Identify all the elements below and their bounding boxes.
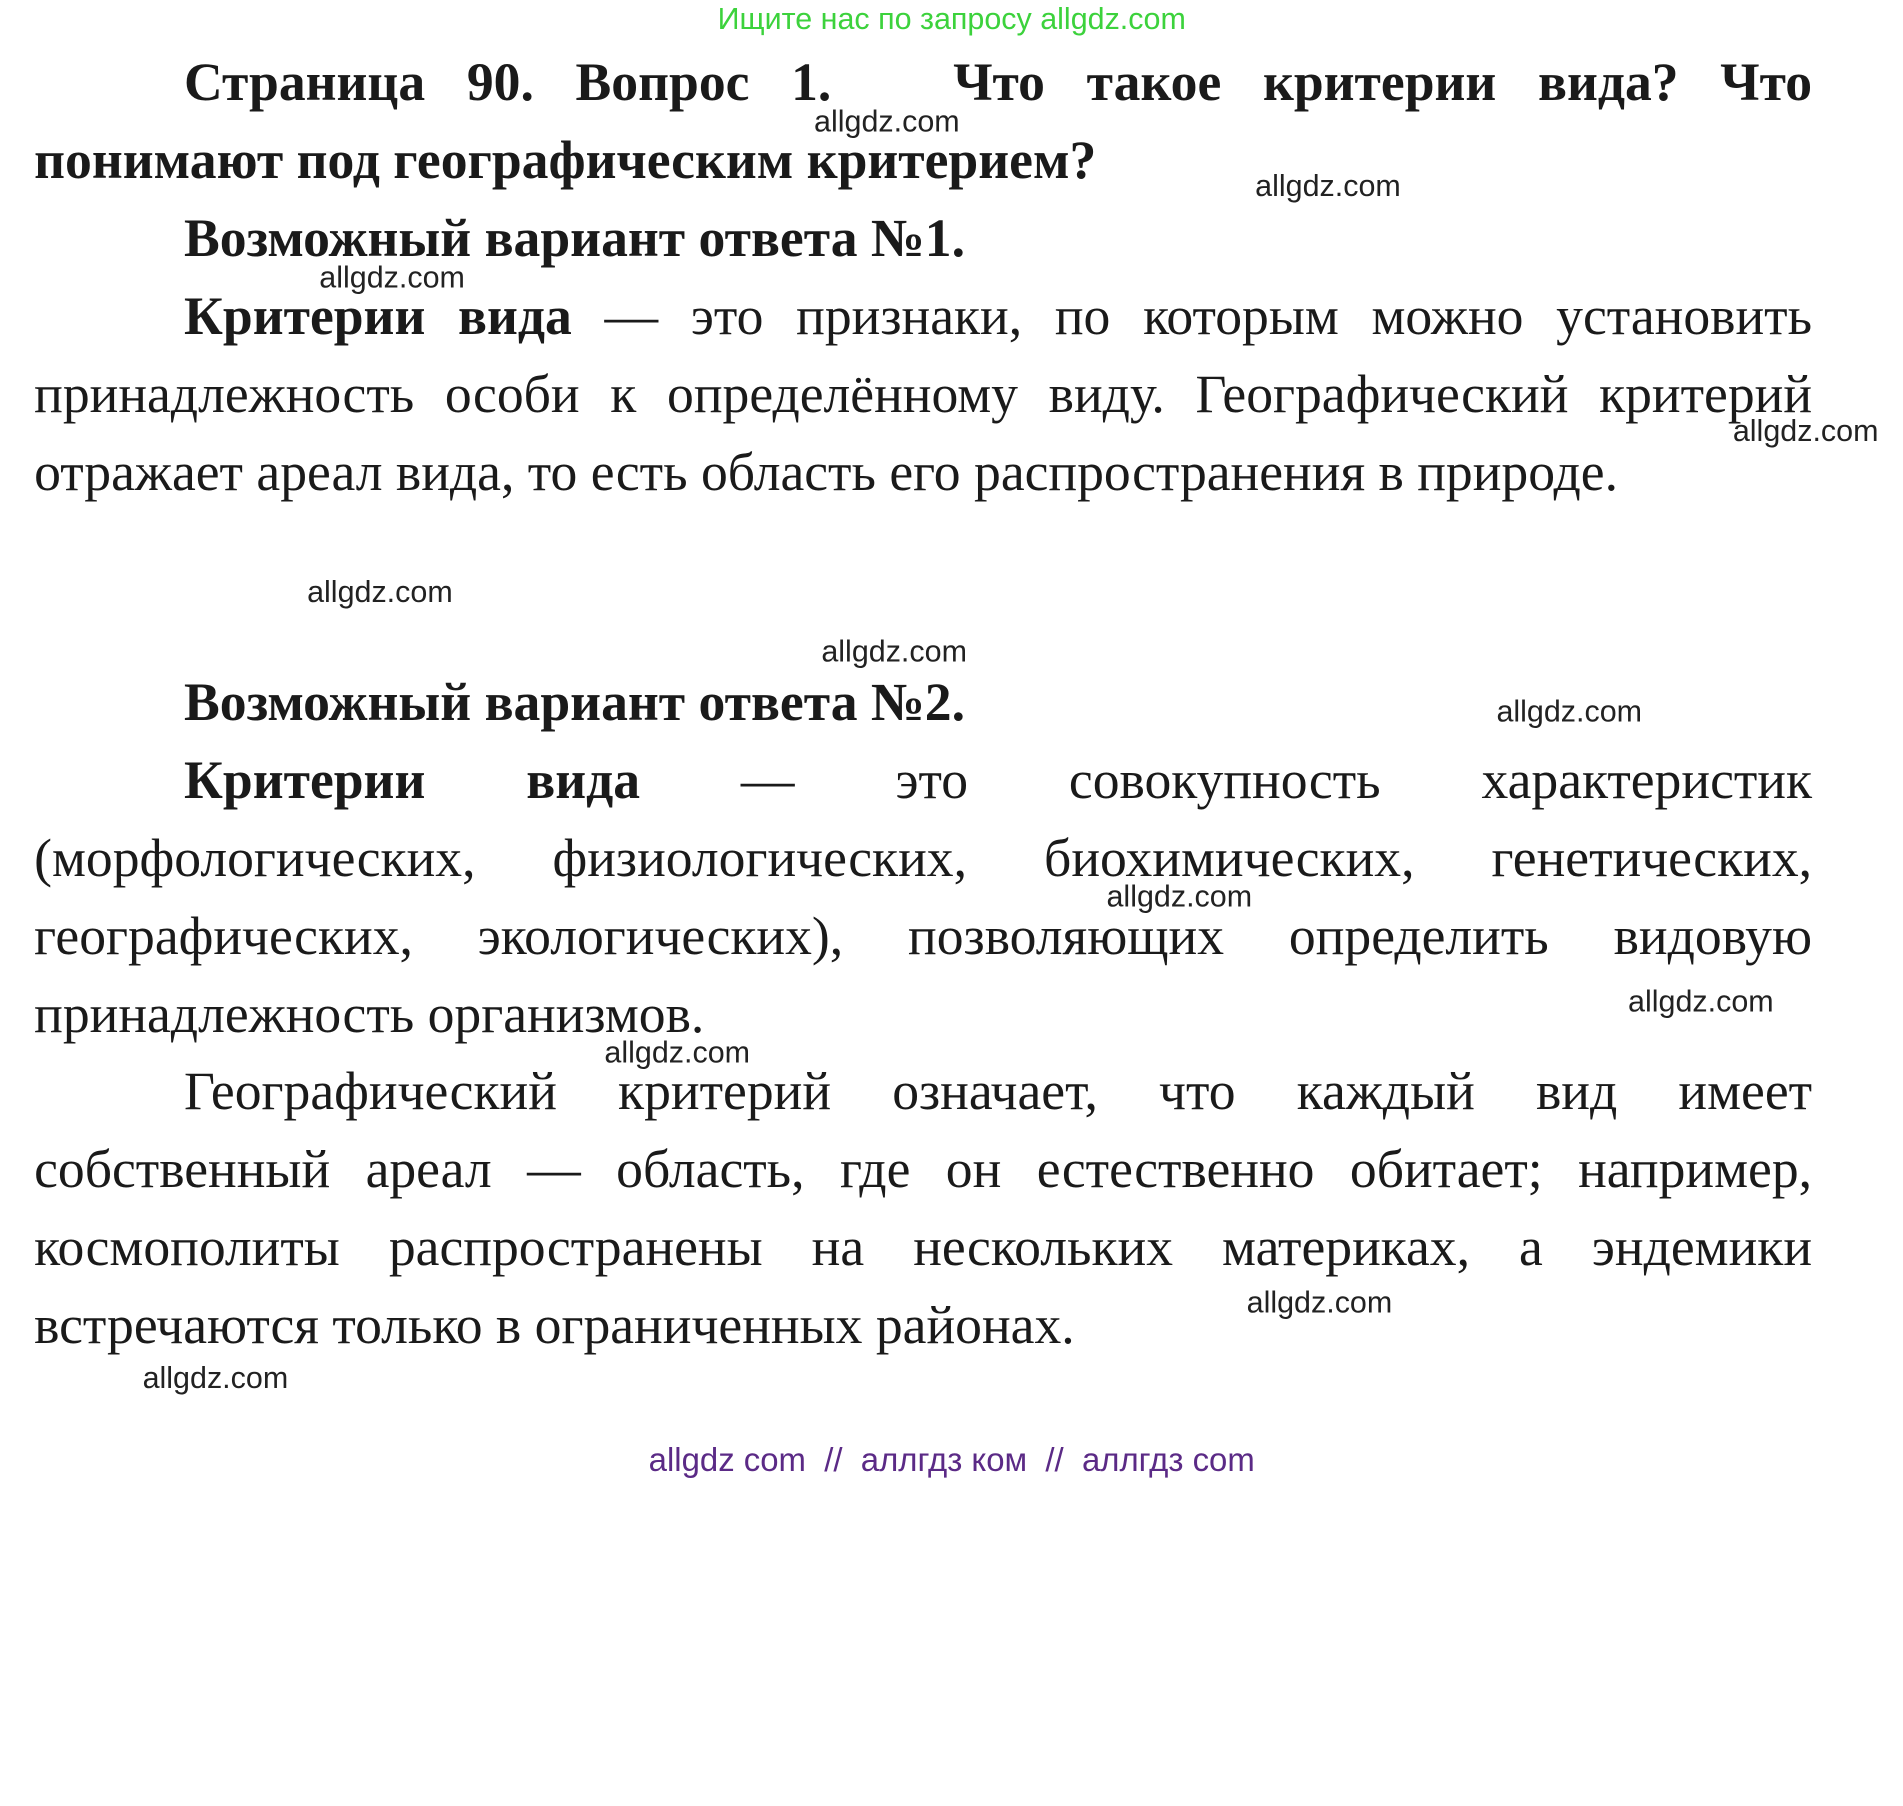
watermark: allgdz.com	[821, 634, 967, 670]
answer-2-term: Критерии вида	[184, 750, 641, 811]
watermark: allgdz.com	[1732, 414, 1879, 449]
watermark: allgdz.com	[307, 575, 453, 610]
answer-1-text: — это признаки, по которым можно установить принадлежность особи к определённому виду. Географический критерий отражает ареал вида, то есть область его распространения в природе.	[34, 286, 1813, 503]
answer-1-heading: Возможный вариант ответа №1.	[184, 208, 966, 269]
watermark: allgdz.com	[1628, 984, 1774, 1019]
answer-2-heading: Возможный вариант ответа №2.	[184, 672, 966, 733]
watermark: allgdz.com	[1106, 879, 1253, 914]
question-text: Что такое критерии вида? Что понимают под географическим критерием?	[34, 52, 1813, 191]
answer-2-paragraph	[34, 742, 1812, 1054]
answer-1-paragraph	[34, 278, 1812, 512]
answer-2-text: — это совокупность характеристик (морфологических, физиологических, биохимических, генетических, географических, экологических), позволяющих определить видовую принадлежность организмов.	[34, 750, 1813, 1045]
watermark: allgdz.com	[142, 1361, 289, 1396]
watermark: allgdz.com	[1255, 169, 1401, 204]
watermark: allgdz.com	[319, 260, 465, 295]
watermark: allgdz.com	[1496, 694, 1643, 729]
question-label: Страница 90. Вопрос 1.	[184, 52, 832, 113]
search-banner: Ищите нас по запросу allgdz.com	[717, 2, 1186, 37]
footer-links: allgdz com // аллгдз ком // аллгдз com	[648, 1441, 1255, 1479]
answer-2-paragraph-2: Географический критерий означает, что каждый вид имеет собственный ареал — область, где он естественно обитает; например, космополиты распространены на нескольких материках, а эндемики встречаются только в ограниченных районах.	[34, 1061, 1813, 1356]
watermark: allgdz.com	[1246, 1285, 1393, 1320]
watermark: allgdz.com	[814, 104, 960, 139]
watermark: allgdz.com	[604, 1035, 751, 1070]
answer-1-term: Критерии вида	[184, 286, 572, 347]
